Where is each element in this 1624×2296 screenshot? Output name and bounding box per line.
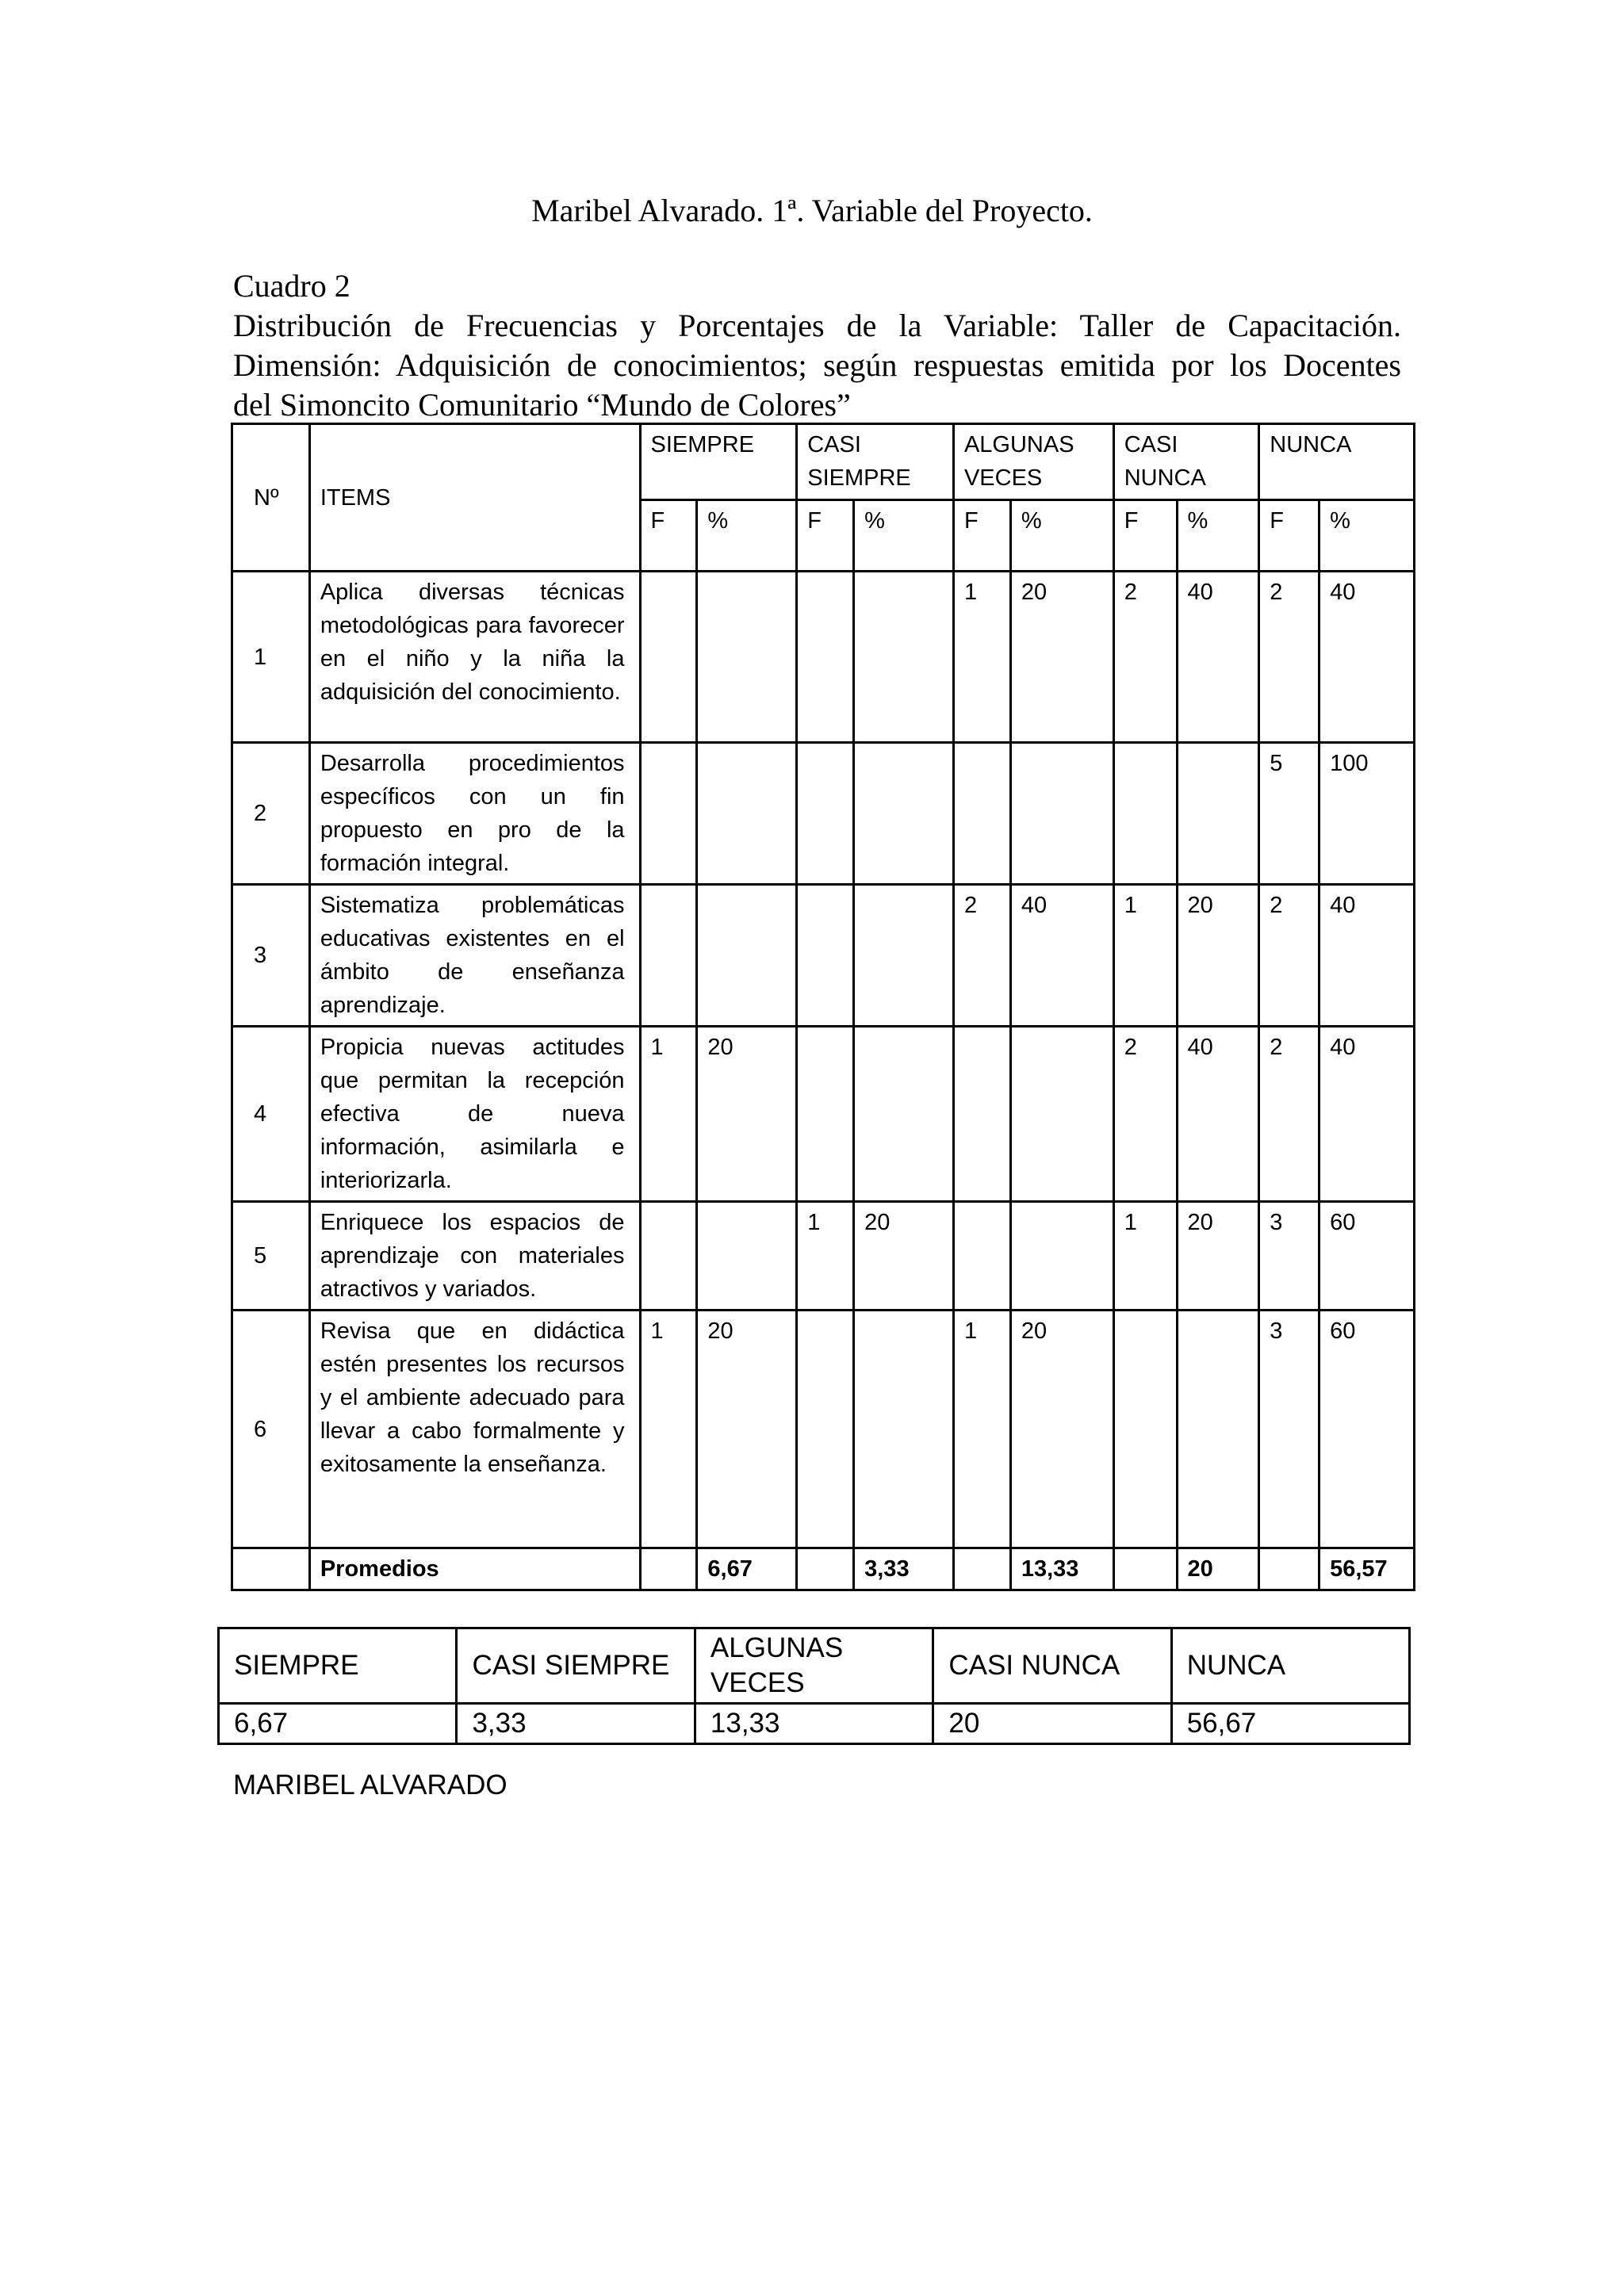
header-algunas-veces: ALGUNAS VECES (953, 424, 1113, 500)
frequency-cell: 2 (1259, 1027, 1320, 1202)
header-pct: % (1320, 500, 1415, 572)
row-number: 5 (232, 1202, 310, 1311)
header-f: F (797, 500, 854, 572)
percent-cell (1177, 743, 1259, 885)
frequency-cell (797, 1027, 854, 1202)
row-item-text: Aplica diversas técnicas metodológicas para favorecer en el niño y la niña la adquisición del conocimiento. (309, 572, 640, 743)
summary-values-row (219, 1704, 1410, 1744)
table-row (232, 743, 1415, 885)
table-row (232, 572, 1415, 743)
percent-cell (1010, 743, 1113, 885)
average-value-casi-siempre: 3,33 (854, 1548, 954, 1590)
summary-header-row (219, 1628, 1410, 1704)
header-row-categories (232, 424, 1415, 500)
row-item-text: Propicia nuevas actitudes que permitan la recepción efectiva de nueva información, asimilarla e interiorizarla. (309, 1027, 640, 1202)
averages-label: Promedios (309, 1548, 640, 1590)
percent-cell (1177, 1311, 1259, 1548)
table-row (232, 1027, 1415, 1202)
averages-row (232, 1548, 1415, 1590)
frequency-cell (797, 1311, 854, 1548)
percent-cell: 20 (1177, 1202, 1259, 1311)
header-pct: % (1010, 500, 1113, 572)
percent-cell (854, 885, 954, 1027)
percent-cell (697, 572, 797, 743)
summary-value: 20 (933, 1704, 1171, 1744)
percent-cell: 60 (1320, 1311, 1415, 1548)
percent-cell (697, 1202, 797, 1311)
average-value-casi-nunca: 20 (1177, 1548, 1259, 1590)
header-f: F (1113, 500, 1177, 572)
summary-table (217, 1627, 1411, 1745)
frequency-cell: 2 (953, 885, 1010, 1027)
summary-header: NUNCA (1171, 1628, 1409, 1704)
percent-cell: 40 (1320, 885, 1415, 1027)
header-items: ITEMS (309, 424, 640, 572)
averages-f-cell (797, 1548, 854, 1590)
frequency-cell: 2 (1259, 572, 1320, 743)
table-caption (233, 266, 1401, 425)
percent-cell (1010, 1202, 1113, 1311)
percent-cell: 40 (1010, 885, 1113, 1027)
percent-cell (854, 572, 954, 743)
frequency-cell: 2 (1113, 572, 1177, 743)
header-f: F (640, 500, 697, 572)
header-pct: % (1177, 500, 1259, 572)
percent-cell: 40 (1177, 1027, 1259, 1202)
header-nunca: NUNCA (1259, 424, 1415, 500)
frequency-table (231, 423, 1415, 1591)
caption-line-2: Dimensión: Adquisición de conocimientos; según respuestas emitida por los Docentes (233, 347, 1401, 383)
percent-cell (854, 1311, 954, 1548)
header-num: Nº (232, 424, 310, 572)
row-number: 2 (232, 743, 310, 885)
document-title: Maribel Alvarado. 1ª. Variable del Proyecto. (531, 193, 1093, 228)
frequency-cell: 5 (1259, 743, 1320, 885)
percent-cell: 20 (1010, 1311, 1113, 1548)
frequency-cell (1113, 743, 1177, 885)
table-row (232, 885, 1415, 1027)
averages-f-cell (953, 1548, 1010, 1590)
header-casi-nunca: CASI NUNCA (1113, 424, 1259, 500)
summary-header: SIEMPRE (219, 1628, 457, 1704)
average-value-nunca: 56,57 (1320, 1548, 1415, 1590)
percent-cell: 20 (697, 1311, 797, 1548)
frequency-cell: 3 (1259, 1311, 1320, 1548)
row-number: 6 (232, 1311, 310, 1548)
header-f: F (1259, 500, 1320, 572)
row-item-text: Enriquece los espacios de aprendizaje con materiales atractivos y variados. (309, 1202, 640, 1311)
frequency-cell: 1 (953, 572, 1010, 743)
summary-value: 13,33 (695, 1704, 933, 1744)
percent-cell (697, 885, 797, 1027)
percent-cell: 40 (1320, 572, 1415, 743)
frequency-cell: 1 (953, 1311, 1010, 1548)
percent-cell: 20 (1010, 572, 1113, 743)
summary-header: CASI SIEMPRE (457, 1628, 695, 1704)
header-f: F (953, 500, 1010, 572)
percent-cell (854, 743, 954, 885)
author-name: MARIBEL ALVARADO (233, 1770, 508, 1800)
frequency-cell: 3 (1259, 1202, 1320, 1311)
percent-cell: 40 (1177, 572, 1259, 743)
percent-cell: 20 (1177, 885, 1259, 1027)
frequency-cell: 1 (797, 1202, 854, 1311)
frequency-cell (640, 572, 697, 743)
summary-header: CASI NUNCA (933, 1628, 1171, 1704)
header-siempre: SIEMPRE (640, 424, 797, 500)
row-item-text: Sistematiza problemáticas educativas existentes en el ámbito de enseñanza aprendizaje. (309, 885, 640, 1027)
frequency-cell (797, 572, 854, 743)
percent-cell: 20 (697, 1027, 797, 1202)
frequency-cell (640, 1202, 697, 1311)
frequency-cell (1113, 1311, 1177, 1548)
average-value-algunas-veces: 13,33 (1010, 1548, 1113, 1590)
frequency-cell (797, 885, 854, 1027)
caption-line-1: Distribución de Frecuencias y Porcentajes de la Variable: Taller de Capacitación. (233, 308, 1401, 343)
averages-f-cell (1259, 1548, 1320, 1590)
caption-line-3: del Simoncito Comunitario “Mundo de Colores” (233, 387, 851, 423)
percent-cell: 40 (1320, 1027, 1415, 1202)
frequency-cell (953, 743, 1010, 885)
average-value-siempre: 6,67 (697, 1548, 797, 1590)
frequency-cell: 1 (640, 1311, 697, 1548)
row-item-text: Revisa que en didáctica estén presentes los recursos y el ambiente adecuado para llevar a cabo formalmente y exitosamente la enseñanza. (309, 1311, 640, 1548)
header-pct: % (697, 500, 797, 572)
caption-label: Cuadro 2 (233, 268, 350, 304)
row-number: 1 (232, 572, 310, 743)
row-number: 3 (232, 885, 310, 1027)
summary-value: 6,67 (219, 1704, 457, 1744)
table-row (232, 1202, 1415, 1311)
frequency-cell: 1 (1113, 1202, 1177, 1311)
percent-cell: 60 (1320, 1202, 1415, 1311)
frequency-cell: 1 (640, 1027, 697, 1202)
percent-cell: 20 (854, 1202, 954, 1311)
percent-cell (1010, 1027, 1113, 1202)
percent-cell (854, 1027, 954, 1202)
percent-cell: 100 (1320, 743, 1415, 885)
frequency-cell: 2 (1259, 885, 1320, 1027)
frequency-cell: 1 (1113, 885, 1177, 1027)
summary-header: ALGUNAS VECES (695, 1628, 933, 1704)
averages-f-cell (1113, 1548, 1177, 1590)
frequency-cell (797, 743, 854, 885)
frequency-cell (640, 885, 697, 1027)
frequency-cell (953, 1202, 1010, 1311)
table-row (232, 1311, 1415, 1548)
frequency-cell: 2 (1113, 1027, 1177, 1202)
averages-empty (232, 1548, 310, 1590)
frequency-cell (953, 1027, 1010, 1202)
averages-f-cell (640, 1548, 697, 1590)
header-casi-siempre: CASI SIEMPRE (797, 424, 954, 500)
summary-value: 56,67 (1171, 1704, 1409, 1744)
frequency-cell (640, 743, 697, 885)
summary-value: 3,33 (457, 1704, 695, 1744)
row-number: 4 (232, 1027, 310, 1202)
percent-cell (697, 743, 797, 885)
row-item-text: Desarrolla procedimientos específicos con un fin propuesto en pro de la formación integral. (309, 743, 640, 885)
header-pct: % (854, 500, 954, 572)
